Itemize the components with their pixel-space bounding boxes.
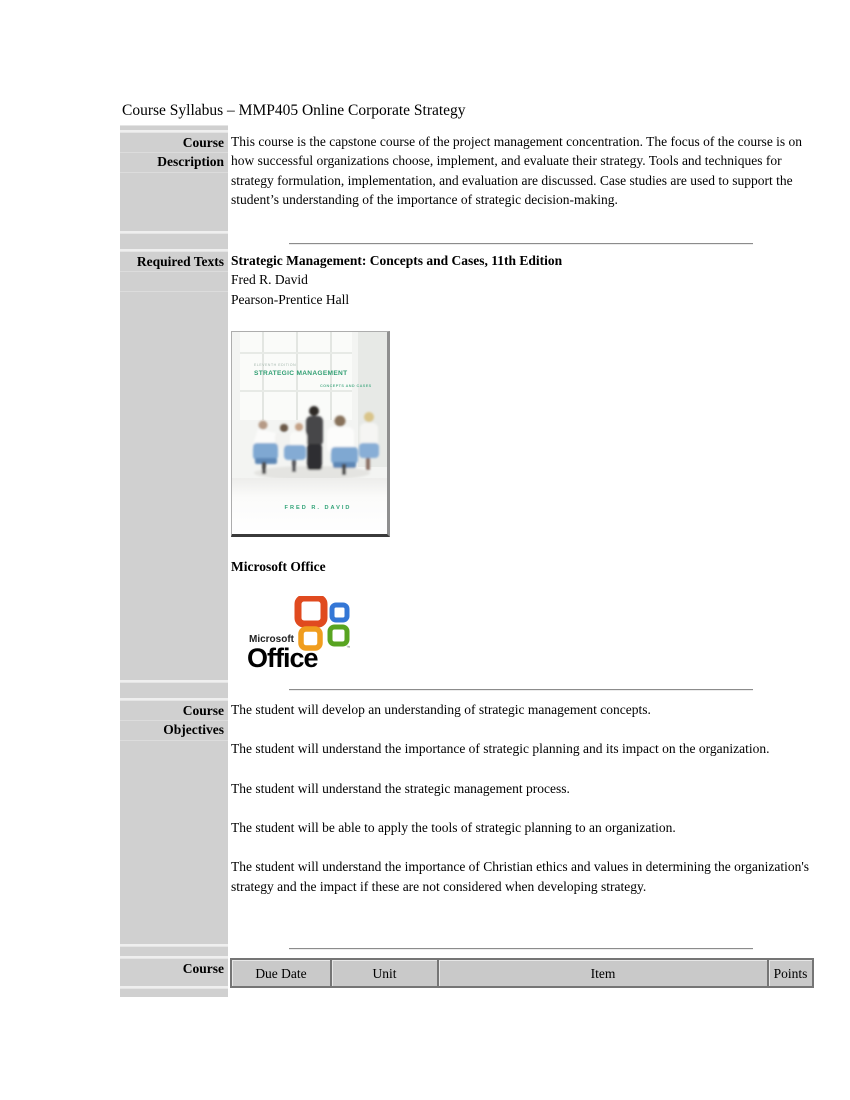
column-header-unit: Unit [331, 959, 438, 987]
row-required-texts [120, 251, 812, 682]
microsoft-wordmark: Microsoft [249, 634, 294, 646]
column-header-item: Item [438, 959, 768, 987]
left-strip-cell [120, 125, 228, 132]
row-course-description [120, 132, 812, 233]
column-header-due-date: Due Date [231, 959, 331, 987]
left-spacer-cell [120, 946, 228, 958]
column-header-points: Points [768, 959, 813, 987]
trademark-symbol: ™ [346, 645, 351, 651]
section-label-course-objectives: Course Objectives [120, 700, 228, 946]
section-label-course: Course [120, 958, 228, 988]
software-title: Microsoft Office [231, 558, 326, 574]
cover-subtitle-text: CONCEPTS AND CASES [320, 383, 372, 388]
section-divider [289, 689, 753, 691]
objective-item: The student will develop an understanding of strategic management concepts. [231, 702, 651, 718]
table-top-strip [120, 125, 812, 132]
window-mullion [240, 390, 352, 392]
cover-edition-text: ELEVENTH EDITION [254, 362, 297, 367]
section-divider [289, 243, 753, 245]
microsoft-office-logo [247, 596, 353, 670]
spacer-row [120, 946, 812, 958]
left-spacer-cell [120, 233, 228, 251]
section-label-course-description: Course Description [120, 132, 228, 233]
syllabus-content [120, 101, 820, 997]
row-course-objectives [120, 700, 812, 946]
page-title: Course Syllabus – MMP405 Online Corporate Strategy [122, 102, 466, 119]
book-author: Fred R. David [231, 272, 308, 288]
objective-item: The student will understand the importance of strategic planning and its impact on the organization. [231, 741, 770, 757]
book-cover-image [231, 331, 390, 537]
course-schedule-table [230, 958, 814, 988]
book-publisher: Pearson-Prentice Hall [231, 291, 350, 307]
table-bottom-strip [120, 988, 812, 997]
section-divider [289, 948, 753, 950]
left-strip-cell [120, 988, 228, 997]
objective-item: The student will understand the importance of Christian ethics and values in determining the organization's strategy and the impact if these are not considered when developing strategy. [231, 859, 810, 894]
spacer-row [120, 233, 812, 251]
objective-item: The student will understand the strategic management process. [231, 780, 570, 796]
schedule-header-row [231, 959, 813, 987]
spacer-row [120, 682, 812, 700]
book-title: Strategic Management: Concepts and Cases, 11th Edition [231, 253, 563, 268]
window-mullion [240, 352, 352, 354]
office-logo-green-square [330, 627, 347, 644]
cover-author-text: FRED R. DAVID [284, 504, 352, 511]
office-logo-blue-square [332, 605, 347, 620]
office-wordmark: Office [247, 643, 318, 671]
left-spacer-cell [120, 682, 228, 700]
cover-title-text: STRATEGIC MANAGEMENT [254, 369, 348, 377]
objective-item: The student will be able to apply the tools of strategic planning to an organization. [231, 820, 676, 836]
row-course-schedule [120, 958, 812, 988]
syllabus-table [120, 125, 812, 997]
course-description-text: This course is the capstone course of the project management concentration. The focus of the course is on how successful organizations choose, implement, and evaluate their strategy. Tools and techniques for strategy formulation, implementation, and evaluation are discussed. Case studies are used to support the student’s understanding of the importance of strategic decision-making. [231, 134, 803, 207]
section-label-required-texts: Required Texts [120, 251, 228, 682]
office-logo-red-square [298, 598, 324, 624]
